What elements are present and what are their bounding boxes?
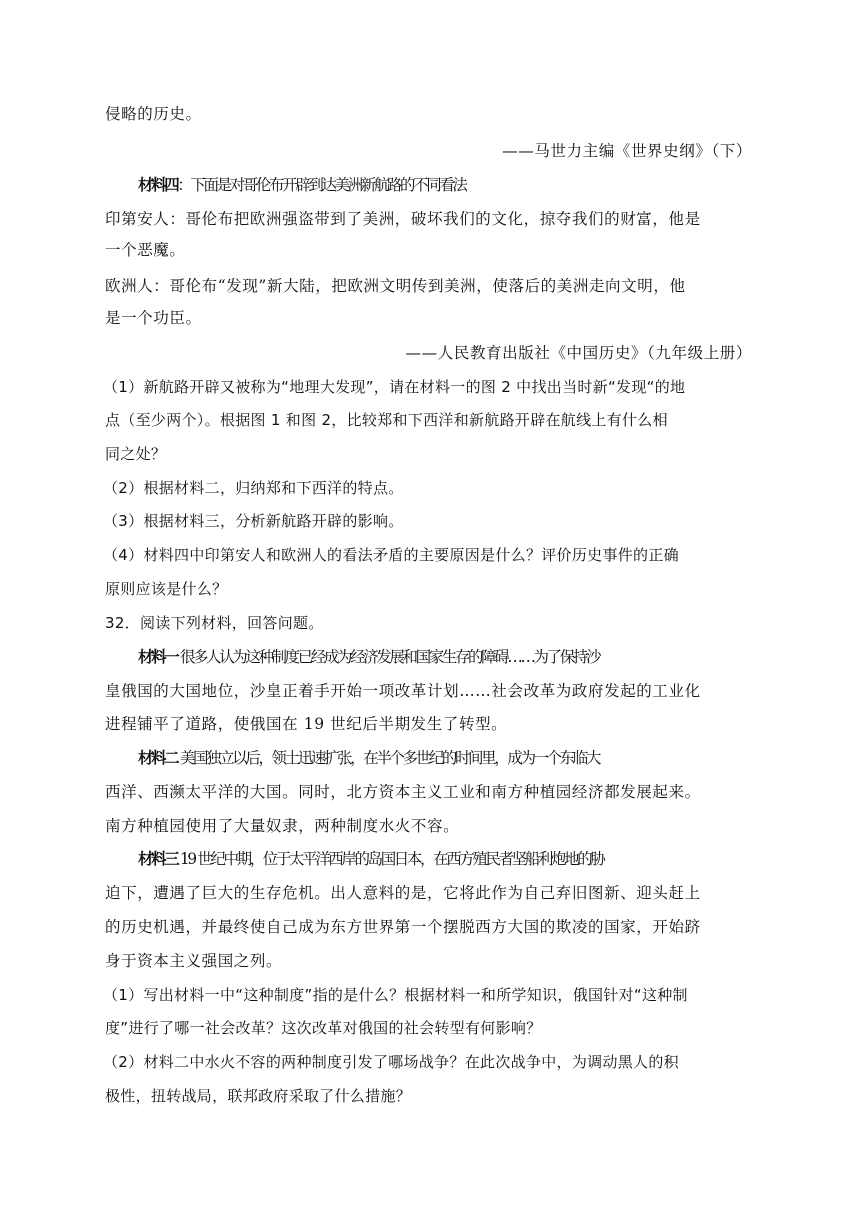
question-line: （2）材料二中水火不容的两种制度引发了哪场战争？在此次战争中，为调动黑人的积	[103, 1053, 679, 1071]
material-heading	[138, 647, 788, 667]
text-line: 南方种植园使用了大量奴隶，两种制度水火不容。	[105, 817, 460, 835]
material-text: 19 世纪中期，位于太平洋西岸的岛国日本，在西方殖民者坚船利炮地的胁	[177, 850, 604, 868]
question-number-line: 32．阅读下列材料，回答问题。	[105, 614, 324, 632]
question-line: （1）写出材料一中“这种制度”指的是什么？根据材料一和所学知识，俄国针对“这种制	[103, 986, 688, 1004]
text-line: 皇俄国的大国地位，沙皇正着手开始一项改革计划……社会改革为政府发起的工业化	[105, 682, 701, 700]
material-heading	[138, 748, 788, 768]
question-line: （3）根据材料三，分析新航路开辟的影响。	[103, 512, 404, 530]
text-line: 迫下，遭遇了巨大的生存危机。出人意料的是，它将此作为自己弃旧图新、迎头赶上	[105, 884, 701, 902]
material-text: 美国独立以后，领土迅速扩张，在半个多世纪的时间里，成为一个东临大	[177, 749, 600, 767]
material-heading	[138, 849, 788, 869]
question-line: （2）根据材料二，归纳郑和下西洋的特点。	[103, 479, 404, 497]
text-line: 的历史机遇，并最终使自己成为东方世界第一个摆脱西方大国的欺凌的国家，开始跻	[105, 918, 701, 936]
material-label: 材料四	[138, 175, 178, 194]
material-text: 很多人认为这种制度已经成为经济发展和国家生存的障碍……为了保持沙	[177, 648, 600, 666]
material-label: 材料一	[138, 647, 178, 666]
material-text: ：下面是对哥伦布开辟到达美洲新航路的不同看法	[177, 176, 466, 194]
question-line: 点（至少两个）。根据图 1 和图 2，比较郑和下西洋和新航路开辟在航线上有什么相	[105, 411, 668, 429]
text-line: 侵略的历史。	[105, 105, 202, 123]
question-line: （4）材料四中印第安人和欧洲人的看法矛盾的主要原因是什么？评价历史事件的正确	[103, 546, 679, 564]
text-line: 进程铺平了道路，使俄国在 19 世纪后半期发生了转型。	[105, 715, 508, 733]
citation-line: ——马世力主编《世界史纲》（下）	[502, 142, 752, 160]
material-heading	[138, 175, 788, 195]
question-line: （1）新航路开辟又被称为“地理大发现”，请在材料一的图 2 中找出当时新“发现“的地	[103, 378, 686, 396]
material-label: 材料三	[138, 849, 178, 868]
text-line: 身于资本主义强国之列。	[105, 952, 283, 970]
text-line: 一个恶魔。	[105, 241, 186, 259]
question-line: 极性，扭转战局，联邦政府采取了什么措施？	[105, 1087, 412, 1105]
question-line: 原则应该是什么？	[105, 580, 228, 598]
material-label: 材料二	[138, 748, 178, 767]
text-line: 欧洲人：哥伦布“发现”新大陆，把欧洲文明传到美洲，使落后的美洲走向文明，他	[105, 277, 686, 295]
text-line: 西洋、西濒太平洋的大国。同时，北方资本主义工业和南方种植园经济都发展起来。	[105, 783, 701, 801]
text-line: 是一个功臣。	[105, 309, 202, 327]
text-line: 印第安人：哥伦布把欧洲强盗带到了美洲，破坏我们的文化，掠夺我们的财富，他是	[105, 210, 701, 228]
citation-line: ——人民教育出版社《中国历史》（九年级上册）	[405, 344, 752, 362]
question-line: 同之处？	[105, 445, 167, 463]
question-line: 度”进行了哪一社会改革？这次改革对俄国的社会转型有何影响？	[105, 1019, 542, 1037]
